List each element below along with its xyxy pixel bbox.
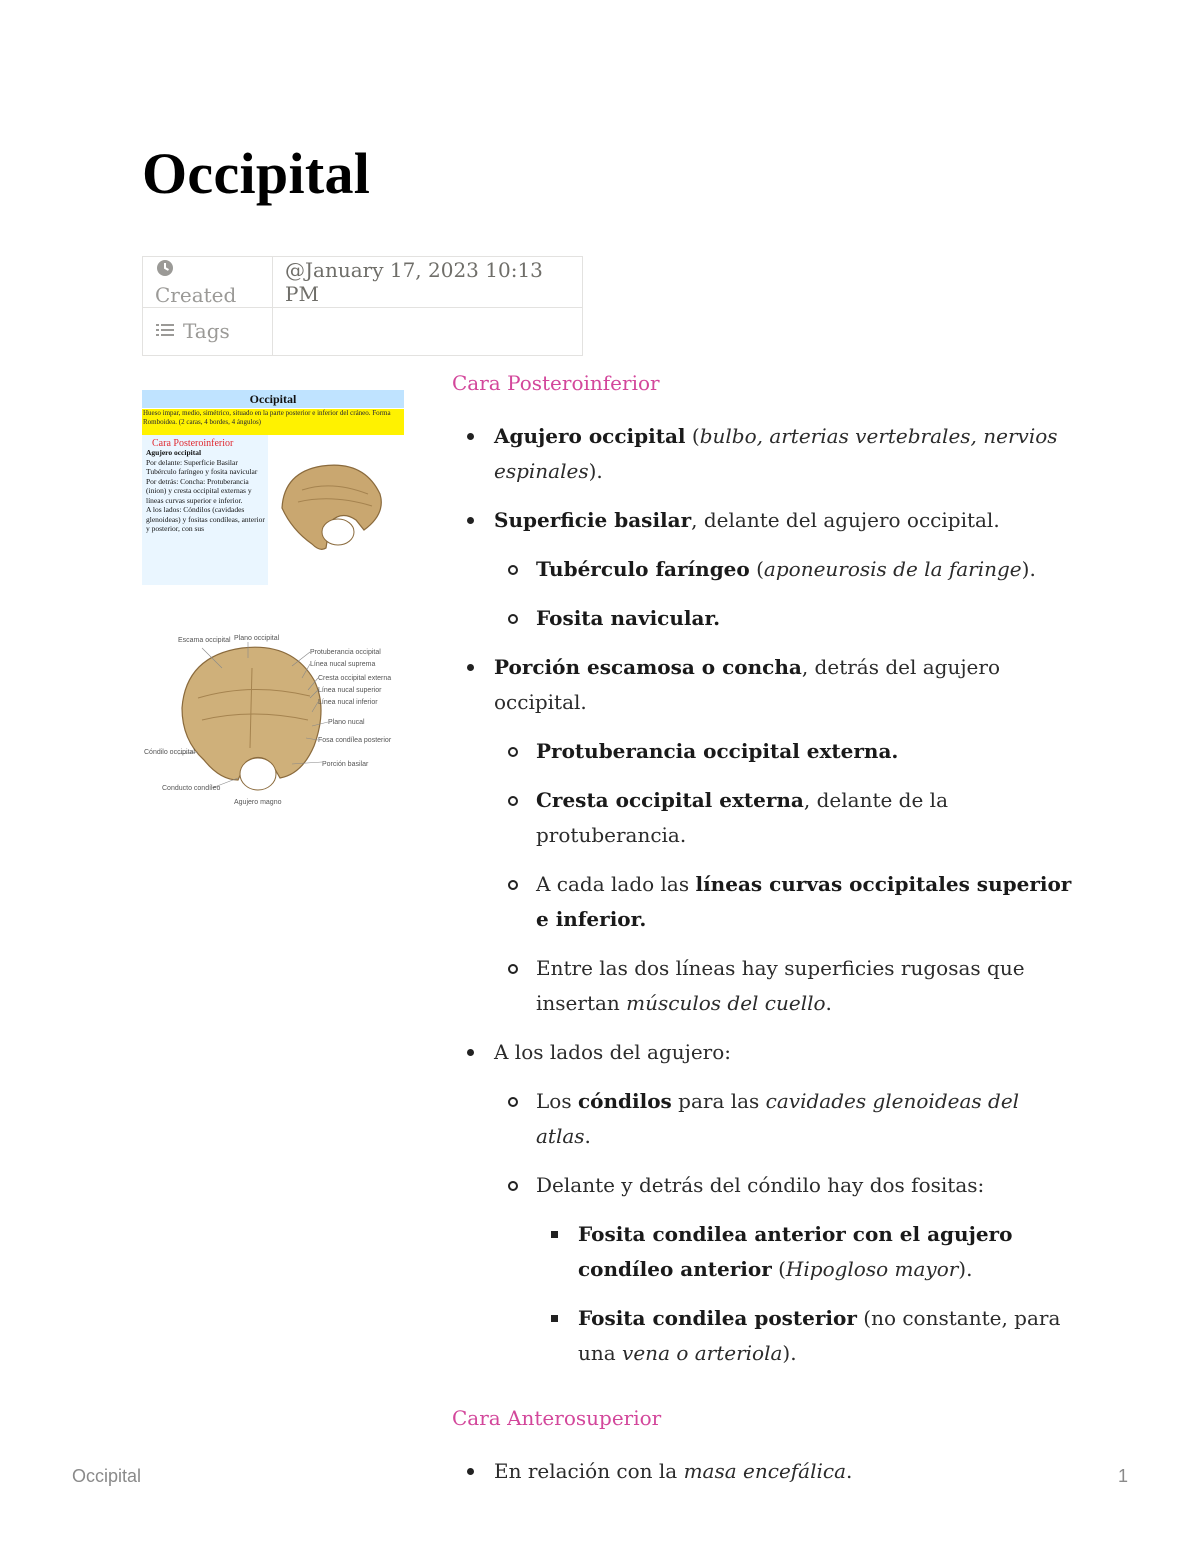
list-item: Entre las dos líneas hay superficies rugosas que insertan músculos del cuello.	[494, 951, 1072, 1021]
list-item: A los lados del agujero: Los cóndilos para las cavidades glenoideas del atlas. Delante y detrás del cóndilo hay dos fositas: Fosita condilea anterior con el agujero condíleo anterior (Hipogloso mayor). Fosita condilea posterior (no constante, para una vena o arteriola).	[452, 1035, 1072, 1371]
diagram-label: Fosa condílea posterior	[318, 737, 392, 744]
property-key: Tags	[183, 318, 230, 343]
list-item: Superficie basilar, delante del agujero occipital. Tubérculo faríngeo (aponeurosis de la faringe). Fosita navicular.	[452, 503, 1072, 636]
bullet-list	[494, 734, 1072, 1021]
list-item: Cresta occipital externa, delante de la protuberancia.	[494, 783, 1072, 853]
diagram-label: Plano nucal	[328, 719, 365, 726]
list-item: Fosita condilea posterior (no constante, para una vena o arteriola).	[536, 1301, 1072, 1371]
main-content	[452, 366, 1072, 1503]
figure-title: Occipital	[249, 392, 297, 406]
list-item: Fosita condilea anterior con el agujero condíleo anterior (Hipogloso mayor).	[536, 1217, 1072, 1287]
diagram-label: Cresta occipital externa	[318, 675, 392, 682]
list-icon	[155, 320, 177, 345]
bullet-list	[494, 1084, 1072, 1371]
properties-table	[142, 256, 583, 356]
diagram-label: Plano occipital	[234, 635, 280, 642]
occipital-summary-image: Occipital Hueso impar, medio, simétrico, situado en la parte posterior e inferior del cráneo. Forma Romboidea. (2 caras, 4 bordes, 4 ángulos) Cara Posteroinferior Agujero occipital Por delante: Superficie Basilar Tubérculo faríngeo y fosita navicular Por detrás: Concha: Protuberancia (inion) y cresta occipital externas y líneas curvas superior e inferior. A los lados: Cóndilos (cavidades glenoideas) y fositas condíleas, anterior y posterior, con sus	[142, 390, 404, 590]
diagram-label: Línea nucal suprema	[310, 661, 376, 668]
diagram-label: Cóndilo occipital	[144, 749, 195, 756]
bullet-list	[452, 1454, 1072, 1489]
figure-heading: Cara Posteroinferior	[152, 438, 234, 449]
list-item: En relación con la masa encefálica.	[452, 1454, 1072, 1489]
page-title: Occipital	[142, 141, 371, 206]
diagram-label: Línea nucal superior	[318, 687, 382, 694]
diagram-label: Porción basilar	[322, 761, 369, 768]
section-heading: Cara Posteroinferior	[452, 371, 660, 395]
list-item: Los cóndilos para las cavidades glenoideas del atlas.	[494, 1084, 1072, 1154]
footer-title: Occipital	[72, 1466, 142, 1486]
occipital-bone-drawing	[282, 465, 381, 549]
diagram-label: Conducto condíleo	[162, 785, 221, 792]
clock-icon	[155, 258, 177, 283]
bullet-list	[494, 552, 1072, 636]
diagram-label: Agujero magno	[234, 799, 282, 806]
bullet-list	[452, 419, 1072, 1371]
list-item: A cada lado las líneas curvas occipitales superior e inferior.	[494, 867, 1072, 937]
bullet-list	[536, 1217, 1072, 1371]
occipital-bone-drawing	[182, 647, 321, 790]
list-item: Protuberancia occipital externa.	[494, 734, 1072, 769]
diagram-label: Protuberancia occipital	[310, 649, 381, 656]
list-item: Tubérculo faríngeo (aponeurosis de la faringe).	[494, 552, 1072, 587]
property-row-tags	[143, 308, 583, 356]
list-item: Porción escamosa o concha, detrás del agujero occipital. Protuberancia occipital externa. Cresta occipital externa, delante de la protuberancia. A cada lado las líneas curvas occipitales superior e inferior. Entre las dos líneas hay superficies rugosas que insertan músculos del cuello.	[452, 650, 1072, 1021]
list-item: Agujero occipital (bulbo, arterias vertebrales, nervios espinales).	[452, 419, 1072, 489]
property-value[interactable]: @January 17, 2023 10:13 PM	[273, 257, 583, 308]
page-number: 1	[1117, 1466, 1128, 1486]
property-key: Created	[155, 283, 237, 307]
occipital-labeled-diagram	[142, 628, 404, 808]
figure-intro: Hueso impar, medio, simétrico, situado en la parte posterior e inferior del cráneo. Forma Romboidea. (2 caras, 4 bordes, 4 ángulos)	[143, 409, 391, 426]
list-item: Fosita navicular.	[494, 601, 1072, 636]
diagram-label: Escama occipital	[178, 637, 231, 644]
property-value[interactable]	[273, 308, 583, 356]
section-heading: Cara Anterosuperior	[452, 1406, 662, 1430]
property-row-created	[143, 257, 583, 308]
diagram-label: Línea nucal inferior	[318, 699, 378, 706]
list-item: Delante y detrás del cóndilo hay dos fositas: Fosita condilea anterior con el agujero condíleo anterior (Hipogloso mayor). Fosita condilea posterior (no constante, para una vena o arteriola).	[494, 1168, 1072, 1371]
